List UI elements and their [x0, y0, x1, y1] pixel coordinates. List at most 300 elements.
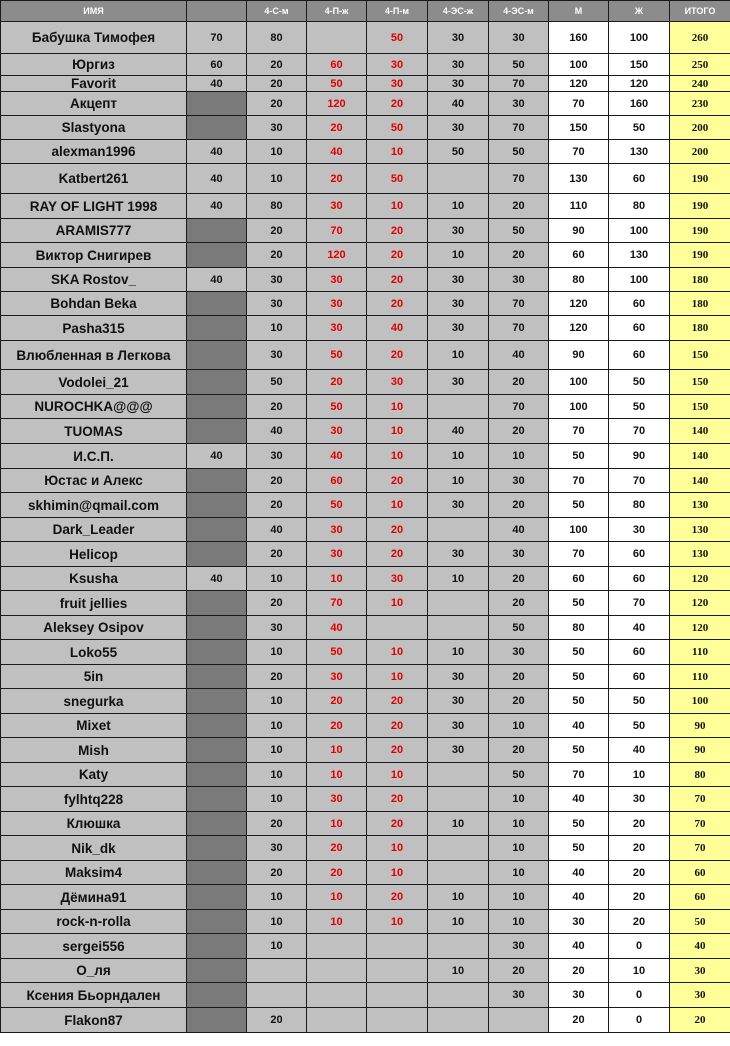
score-c5: 50	[428, 140, 489, 164]
score-zh: 0	[609, 934, 670, 959]
score-c6: 20	[489, 959, 549, 983]
score-c5: 10	[428, 567, 489, 591]
table-row	[1, 54, 730, 76]
score-c1	[187, 370, 247, 395]
score-zh: 60	[609, 567, 670, 591]
score-c3: 70	[307, 591, 367, 616]
score-c5: 30	[428, 76, 489, 92]
score-c6: 50	[489, 616, 549, 640]
score-zh: 50	[609, 116, 670, 140]
score-c6: 30	[489, 640, 549, 665]
score-c3: 10	[307, 763, 367, 787]
participant-name: Dark_Leader	[1, 518, 187, 542]
score-zh: 40	[609, 738, 670, 763]
score-zh: 70	[609, 469, 670, 493]
score-c3: 60	[307, 469, 367, 493]
score-c6: 20	[489, 665, 549, 689]
score-c3: 20	[307, 164, 367, 194]
score-zh: 130	[609, 140, 670, 164]
score-zh: 20	[609, 910, 670, 934]
score-c4: 10	[367, 640, 428, 665]
score-c2: 30	[247, 341, 307, 370]
score-c4: 20	[367, 812, 428, 836]
participant-name: Mixet	[1, 714, 187, 738]
score-c1	[187, 812, 247, 836]
table-row	[1, 910, 730, 934]
score-c2: 10	[247, 567, 307, 591]
score-c1	[187, 665, 247, 689]
score-c2: 10	[247, 910, 307, 934]
score-c5	[428, 616, 489, 640]
score-zh: 0	[609, 983, 670, 1008]
score-c2: 20	[247, 591, 307, 616]
score-c1	[187, 861, 247, 885]
score-m: 40	[549, 787, 609, 812]
score-c1	[187, 910, 247, 934]
score-zh: 90	[609, 444, 670, 469]
score-c3: 30	[307, 665, 367, 689]
score-c1: 70	[187, 22, 247, 54]
score-zh: 20	[609, 885, 670, 910]
score-c1	[187, 116, 247, 140]
score-c6: 10	[489, 861, 549, 885]
score-total: 200	[670, 140, 730, 164]
score-m: 50	[549, 665, 609, 689]
score-c5	[428, 518, 489, 542]
score-c4: 10	[367, 861, 428, 885]
score-c4	[367, 1008, 428, 1033]
score-c2: 40	[247, 419, 307, 444]
score-c3: 20	[307, 116, 367, 140]
score-m: 40	[549, 885, 609, 910]
score-total: 180	[670, 292, 730, 316]
table-row	[1, 787, 730, 812]
score-c1	[187, 689, 247, 714]
score-c1	[187, 542, 247, 567]
score-total: 120	[670, 616, 730, 640]
participant-name: Mish	[1, 738, 187, 763]
score-c4: 50	[367, 22, 428, 54]
score-c6: 20	[489, 493, 549, 518]
score-c6: 10	[489, 910, 549, 934]
header-total: ИТОГО	[670, 1, 730, 22]
table-row	[1, 567, 730, 591]
score-m: 120	[549, 76, 609, 92]
participant-name: RAY OF LIGHT 1998	[1, 194, 187, 219]
header-4-es-zh: 4-ЭС-ж	[428, 1, 489, 22]
score-c2: 20	[247, 219, 307, 243]
table-row	[1, 812, 730, 836]
score-m: 120	[549, 316, 609, 341]
score-c5	[428, 836, 489, 861]
score-c1: 40	[187, 76, 247, 92]
score-c6: 20	[489, 419, 549, 444]
score-m: 120	[549, 292, 609, 316]
score-c3: 20	[307, 861, 367, 885]
score-c2: 20	[247, 76, 307, 92]
score-c1	[187, 395, 247, 419]
score-c4: 30	[367, 567, 428, 591]
score-m: 60	[549, 243, 609, 268]
score-c4: 20	[367, 469, 428, 493]
score-c3: 120	[307, 92, 367, 116]
score-c4: 10	[367, 395, 428, 419]
score-c1	[187, 787, 247, 812]
score-c2: 30	[247, 616, 307, 640]
score-c6: 30	[489, 22, 549, 54]
score-c1	[187, 219, 247, 243]
score-zh: 60	[609, 316, 670, 341]
score-c6: 30	[489, 983, 549, 1008]
participant-name: Maksim4	[1, 861, 187, 885]
table-row	[1, 616, 730, 640]
score-c6: 70	[489, 76, 549, 92]
score-c5: 10	[428, 910, 489, 934]
score-c2: 30	[247, 116, 307, 140]
score-c2: 30	[247, 444, 307, 469]
score-c3: 50	[307, 341, 367, 370]
score-c2: 30	[247, 836, 307, 861]
score-c4: 10	[367, 493, 428, 518]
score-c5	[428, 861, 489, 885]
score-c3: 60	[307, 54, 367, 76]
score-m: 80	[549, 268, 609, 292]
score-total: 130	[670, 518, 730, 542]
score-zh: 60	[609, 640, 670, 665]
header-row	[1, 1, 730, 22]
participant-name: Pasha315	[1, 316, 187, 341]
score-c5: 10	[428, 959, 489, 983]
score-total: 110	[670, 665, 730, 689]
score-m: 40	[549, 934, 609, 959]
score-total: 40	[670, 934, 730, 959]
score-c1	[187, 1008, 247, 1033]
score-total: 200	[670, 116, 730, 140]
score-c1: 40	[187, 444, 247, 469]
score-c3: 40	[307, 140, 367, 164]
table-row	[1, 22, 730, 54]
score-c6: 30	[489, 92, 549, 116]
participant-name: ARAMIS777	[1, 219, 187, 243]
score-c4: 30	[367, 76, 428, 92]
score-total: 30	[670, 983, 730, 1008]
score-c2	[247, 983, 307, 1008]
score-c1	[187, 292, 247, 316]
score-c1	[187, 419, 247, 444]
participant-name: О_ля	[1, 959, 187, 983]
score-c1	[187, 738, 247, 763]
score-c2: 10	[247, 640, 307, 665]
score-c5	[428, 983, 489, 1008]
score-c2: 10	[247, 763, 307, 787]
score-c2: 20	[247, 812, 307, 836]
table-row	[1, 316, 730, 341]
score-total: 190	[670, 164, 730, 194]
score-c6: 20	[489, 591, 549, 616]
score-c6: 40	[489, 518, 549, 542]
score-c3: 20	[307, 836, 367, 861]
score-c6: 30	[489, 934, 549, 959]
participant-name: Юргиз	[1, 54, 187, 76]
participant-name: Ксения Бьорндален	[1, 983, 187, 1008]
score-total: 230	[670, 92, 730, 116]
score-total: 190	[670, 243, 730, 268]
score-m: 70	[549, 419, 609, 444]
score-m: 50	[549, 591, 609, 616]
score-c1	[187, 983, 247, 1008]
table-row	[1, 1008, 730, 1033]
score-c3: 10	[307, 910, 367, 934]
score-m: 30	[549, 983, 609, 1008]
table-row	[1, 268, 730, 292]
score-c5: 10	[428, 812, 489, 836]
score-c2: 10	[247, 787, 307, 812]
score-c6: 10	[489, 885, 549, 910]
participant-name: 5in	[1, 665, 187, 689]
score-c2: 10	[247, 885, 307, 910]
score-c6	[489, 1008, 549, 1033]
score-c5: 10	[428, 885, 489, 910]
score-c3: 20	[307, 370, 367, 395]
participant-name: NUROCHKA@@@	[1, 395, 187, 419]
table-row	[1, 444, 730, 469]
score-c5	[428, 763, 489, 787]
score-m: 90	[549, 341, 609, 370]
score-total: 180	[670, 268, 730, 292]
score-c1	[187, 934, 247, 959]
score-c3: 40	[307, 616, 367, 640]
table-row	[1, 164, 730, 194]
table-row	[1, 116, 730, 140]
score-c6: 70	[489, 316, 549, 341]
table-row	[1, 836, 730, 861]
score-c3: 30	[307, 292, 367, 316]
score-total: 130	[670, 542, 730, 567]
score-c4: 20	[367, 268, 428, 292]
participant-name: SKA Rostov_	[1, 268, 187, 292]
score-m: 40	[549, 861, 609, 885]
score-total: 120	[670, 567, 730, 591]
score-zh: 100	[609, 22, 670, 54]
score-c5	[428, 164, 489, 194]
score-c5: 10	[428, 640, 489, 665]
score-c2: 10	[247, 164, 307, 194]
score-zh: 20	[609, 861, 670, 885]
score-total: 120	[670, 591, 730, 616]
table-row	[1, 763, 730, 787]
score-zh: 80	[609, 493, 670, 518]
score-zh: 150	[609, 54, 670, 76]
score-c4: 10	[367, 836, 428, 861]
score-total: 130	[670, 493, 730, 518]
score-m: 70	[549, 763, 609, 787]
score-c1	[187, 763, 247, 787]
score-c4: 20	[367, 714, 428, 738]
score-c4: 20	[367, 885, 428, 910]
score-c1	[187, 518, 247, 542]
score-c5: 30	[428, 116, 489, 140]
score-c1	[187, 959, 247, 983]
score-total: 150	[670, 395, 730, 419]
score-c6: 20	[489, 689, 549, 714]
score-c2: 20	[247, 243, 307, 268]
participant-name: snegurka	[1, 689, 187, 714]
score-total: 70	[670, 836, 730, 861]
score-c5: 10	[428, 444, 489, 469]
header-zh: Ж	[609, 1, 670, 22]
score-c1	[187, 341, 247, 370]
score-c4: 10	[367, 419, 428, 444]
score-c3: 20	[307, 714, 367, 738]
participant-name: Flakon87	[1, 1008, 187, 1033]
score-zh: 40	[609, 616, 670, 640]
score-c1: 40	[187, 567, 247, 591]
score-zh: 50	[609, 689, 670, 714]
participant-name: Aleksey Osipov	[1, 616, 187, 640]
score-c1	[187, 640, 247, 665]
score-c6: 30	[489, 268, 549, 292]
score-c4: 10	[367, 194, 428, 219]
table-row	[1, 219, 730, 243]
score-c3: 40	[307, 444, 367, 469]
score-c3	[307, 22, 367, 54]
score-c4: 20	[367, 518, 428, 542]
score-m: 50	[549, 640, 609, 665]
score-m: 70	[549, 469, 609, 493]
score-c4: 50	[367, 164, 428, 194]
score-c1: 40	[187, 194, 247, 219]
participant-name: fylhtq228	[1, 787, 187, 812]
table-row	[1, 292, 730, 316]
score-c3: 120	[307, 243, 367, 268]
participant-name: Виктор Снигирев	[1, 243, 187, 268]
score-c6: 70	[489, 395, 549, 419]
score-c6: 10	[489, 836, 549, 861]
score-c5: 10	[428, 243, 489, 268]
score-c6: 70	[489, 164, 549, 194]
score-c2: 30	[247, 292, 307, 316]
score-c4	[367, 934, 428, 959]
score-c4: 20	[367, 292, 428, 316]
table-row	[1, 591, 730, 616]
score-c2: 20	[247, 54, 307, 76]
table-row	[1, 885, 730, 910]
score-total: 60	[670, 885, 730, 910]
score-c2: 30	[247, 268, 307, 292]
score-m: 50	[549, 493, 609, 518]
score-c4: 10	[367, 140, 428, 164]
score-c4: 40	[367, 316, 428, 341]
score-c5: 30	[428, 316, 489, 341]
score-c5: 10	[428, 469, 489, 493]
score-c4: 10	[367, 591, 428, 616]
score-total: 150	[670, 370, 730, 395]
score-c2: 10	[247, 689, 307, 714]
score-total: 250	[670, 54, 730, 76]
score-zh: 70	[609, 591, 670, 616]
score-total: 140	[670, 469, 730, 493]
score-c3: 10	[307, 812, 367, 836]
score-c2: 10	[247, 934, 307, 959]
score-zh: 100	[609, 219, 670, 243]
score-total: 50	[670, 910, 730, 934]
score-c5: 30	[428, 54, 489, 76]
participant-name: Клюшка	[1, 812, 187, 836]
score-c4: 30	[367, 370, 428, 395]
table-row	[1, 469, 730, 493]
table-row	[1, 934, 730, 959]
score-c3	[307, 983, 367, 1008]
score-c3: 50	[307, 395, 367, 419]
score-c5: 40	[428, 92, 489, 116]
score-c4: 20	[367, 542, 428, 567]
table-row	[1, 76, 730, 92]
table-row	[1, 518, 730, 542]
score-c1	[187, 316, 247, 341]
score-c4: 50	[367, 116, 428, 140]
score-zh: 50	[609, 714, 670, 738]
score-m: 80	[549, 616, 609, 640]
score-c1	[187, 493, 247, 518]
score-total: 190	[670, 219, 730, 243]
score-c6: 10	[489, 444, 549, 469]
score-c1	[187, 92, 247, 116]
participant-name: Favorit	[1, 76, 187, 92]
score-c1: 40	[187, 164, 247, 194]
score-c3: 10	[307, 567, 367, 591]
score-c5: 30	[428, 738, 489, 763]
score-c2: 50	[247, 370, 307, 395]
score-m: 100	[549, 370, 609, 395]
score-c4: 20	[367, 689, 428, 714]
score-c5: 30	[428, 268, 489, 292]
score-c2: 10	[247, 140, 307, 164]
participant-name: Vodolei_21	[1, 370, 187, 395]
score-c2: 10	[247, 316, 307, 341]
score-c5	[428, 934, 489, 959]
table-row	[1, 689, 730, 714]
table-row	[1, 194, 730, 219]
score-total: 20	[670, 1008, 730, 1033]
score-c2: 80	[247, 22, 307, 54]
score-c5: 40	[428, 419, 489, 444]
score-c6: 40	[489, 341, 549, 370]
score-total: 90	[670, 738, 730, 763]
participant-name: Katy	[1, 763, 187, 787]
score-zh: 50	[609, 370, 670, 395]
score-c4: 10	[367, 444, 428, 469]
score-c6: 70	[489, 116, 549, 140]
score-zh: 20	[609, 836, 670, 861]
score-zh: 60	[609, 665, 670, 689]
score-total: 100	[670, 689, 730, 714]
score-c1	[187, 616, 247, 640]
score-c2: 20	[247, 395, 307, 419]
score-m: 50	[549, 836, 609, 861]
score-c4: 20	[367, 738, 428, 763]
score-c2: 20	[247, 469, 307, 493]
score-total: 190	[670, 194, 730, 219]
table-row	[1, 341, 730, 370]
participant-name: Bohdan Beka	[1, 292, 187, 316]
table-row	[1, 983, 730, 1008]
score-m: 50	[549, 812, 609, 836]
score-c4: 10	[367, 910, 428, 934]
score-c6: 50	[489, 54, 549, 76]
score-total: 140	[670, 444, 730, 469]
score-c3: 20	[307, 689, 367, 714]
table-row	[1, 370, 730, 395]
